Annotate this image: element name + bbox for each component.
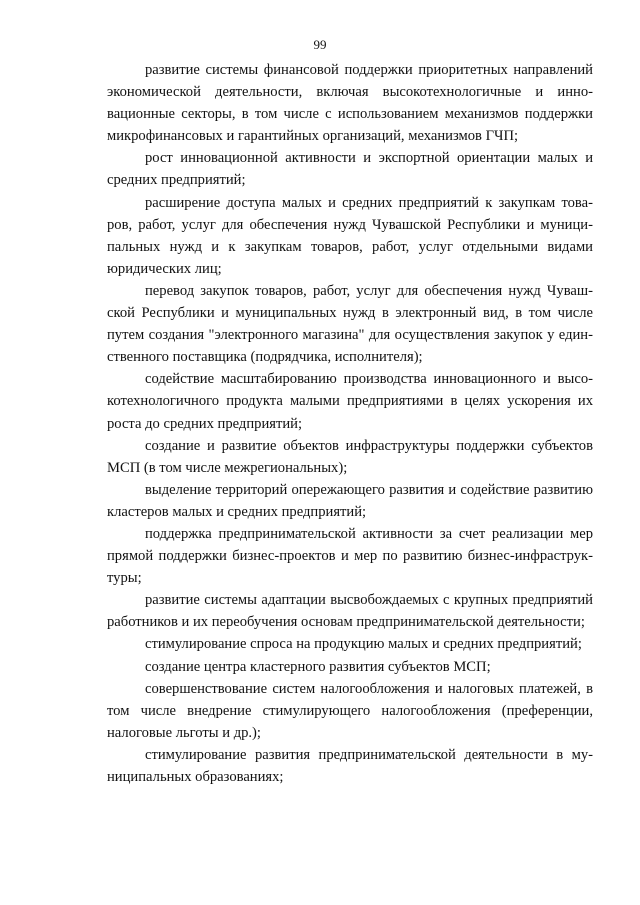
- paragraph: выделение территорий опережающего развития и содействие развитию кластеров малых и средних предприятий;: [107, 481, 593, 520]
- paragraph: расширение доступа малых и средних предприятий к закупкам товаров, работ, услуг для обеспечения нужд Чувашской Республики и муниципальных нужд и к закупкам товаров, работ, услуг отдельными видами юридических лиц;: [107, 194, 593, 277]
- paragraph: создание центра кластерного развития субъектов МСП;: [145, 658, 491, 675]
- paragraph: стимулирование развития предпринимательской деятельности в муниципальных образованиях;: [107, 746, 593, 785]
- paragraph: перевод закупок товаров, работ, услуг для обеспечения нужд Чувашской Республики и муниципальных нужд в электронный вид, в том числе путем создания "электронного магазина" для осуществления закупок у единственного поставщика (подрядчика, исполнителя);: [107, 282, 593, 366]
- body-text: [107, 59, 593, 788]
- paragraph: создание и развитие объектов инфраструктуры поддержки субъектов МСП (в том числе межрегиональных);: [107, 437, 593, 476]
- paragraph: поддержка предпринимательской активности за счет реализации мер прямой поддержки бизнес-проектов и мер по развитию бизнес-инфраструктуры;: [107, 525, 593, 587]
- paragraph: содействие масштабированию производства инновационного и высокотехнологичного продукта малыми предприятиями в целях ускорения их роста до средних предприятий;: [107, 371, 593, 432]
- page-number: 99: [313, 37, 327, 52]
- paragraph: рост инновационной активности и экспортной ориентации малых и средних предприятий;: [107, 150, 593, 189]
- paragraph: развитие системы финансовой поддержки приоритетных направлений экономической деятельности, включая высокотехнологичные и инновационные секторы, в том числе с использованием механизмов поддержки микрофинансовых и гарантийных организаций, механизмов ГЧП;: [107, 62, 593, 145]
- paragraph: стимулирование спроса на продукцию малых и средних предприятий;: [145, 636, 582, 653]
- paragraph: совершенствование систем налогообложения и налоговых платежей, в том числе внедрение стимулирующего налогообложения (преференции, налоговые льготы и др.);: [107, 680, 593, 741]
- paragraph: развитие системы адаптации высвобождаемых с крупных предприятий работников и их переобучения основам предпринимательской деятельности;: [107, 592, 593, 631]
